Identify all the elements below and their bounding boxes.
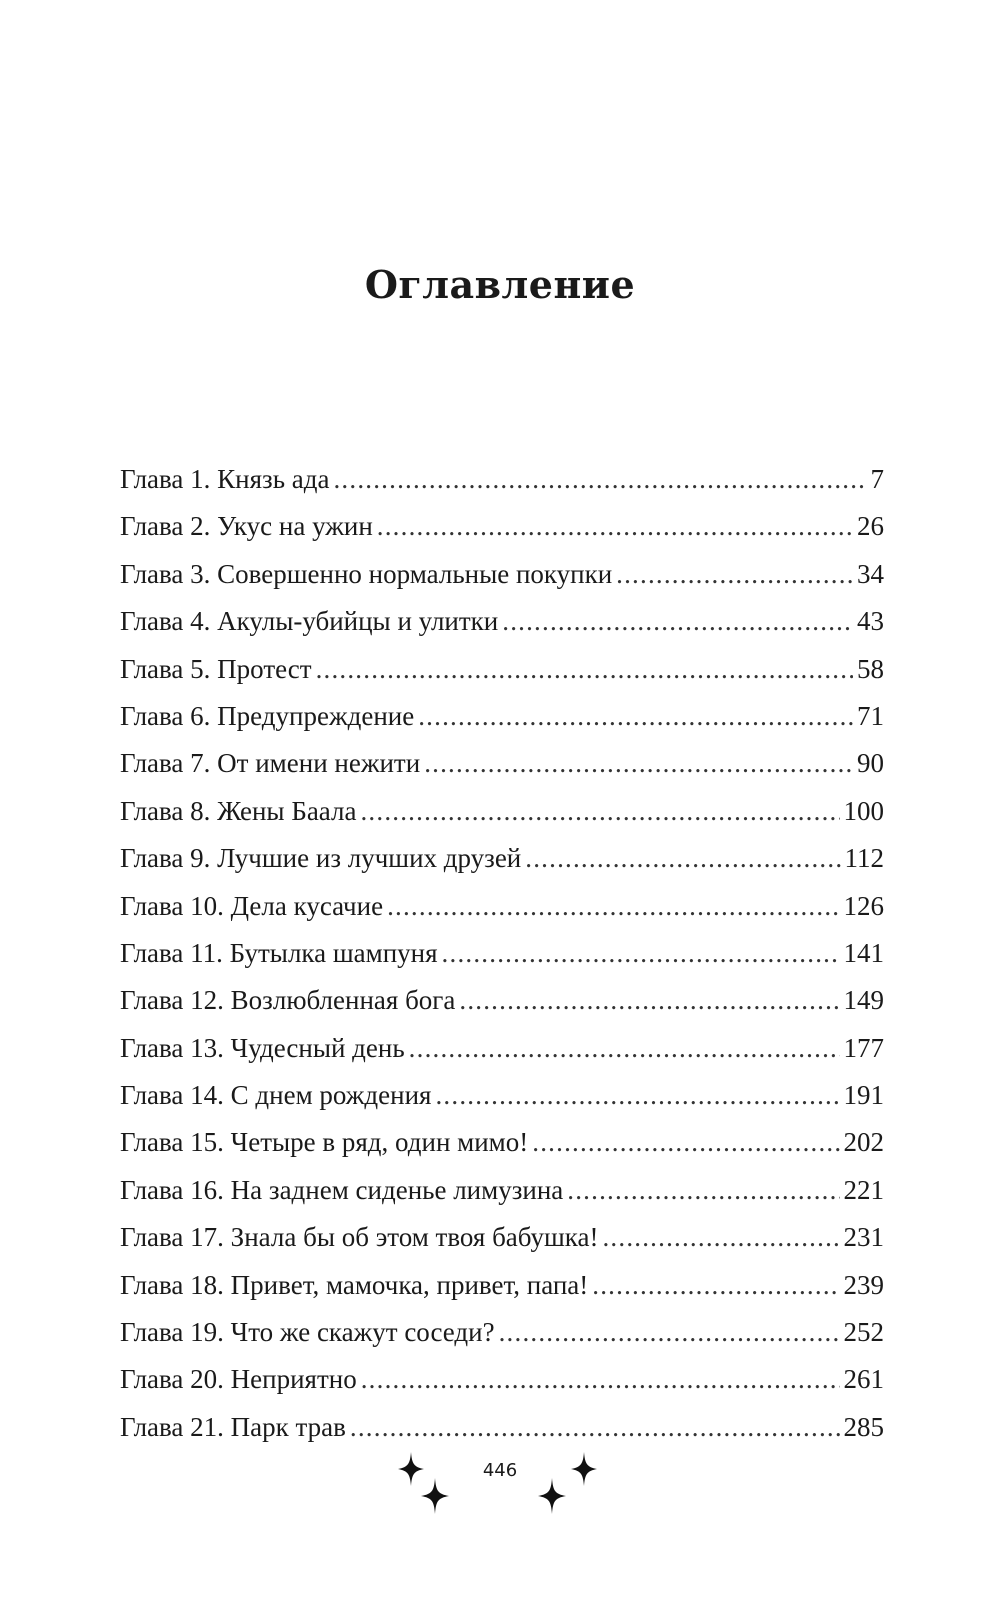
chapter-page-number: 71: [857, 700, 884, 731]
toc-entry-14: [120, 1080, 884, 1127]
toc-entry-13: [120, 1033, 884, 1080]
chapter-heading: [120, 606, 498, 637]
chapter-title: Князь ада: [217, 464, 330, 494]
toc-entry-5: [120, 654, 884, 701]
toc-entry-10: [120, 891, 884, 938]
chapter-heading: [120, 843, 521, 874]
chapter-label: Глава 7.: [120, 748, 211, 779]
chapter-label: Глава 8.: [120, 795, 211, 826]
dot-leader: [435, 1080, 839, 1111]
chapter-label: Глава 16.: [120, 1174, 224, 1205]
chapter-title: Что же скажут соседи?: [230, 1317, 495, 1348]
chapter-heading: [120, 938, 438, 969]
chapter-heading: [120, 1270, 588, 1301]
dot-leader: [387, 891, 839, 922]
chapter-heading: [120, 1033, 405, 1064]
chapter-heading: [120, 654, 312, 685]
dot-leader: [567, 1175, 839, 1206]
chapter-label: Глава 4.: [120, 606, 211, 637]
chapter-page-number: 191: [843, 1080, 884, 1111]
table-of-contents: [120, 464, 884, 1459]
chapter-page-number: 7: [870, 464, 884, 494]
chapter-title: С днем рождения: [230, 1080, 432, 1111]
toc-entry-1: [120, 464, 884, 511]
chapter-title: Лучшие из лучших друзей: [217, 843, 522, 874]
chapter-page-number: 100: [843, 795, 884, 826]
chapter-title: Дела кусачие: [230, 890, 384, 921]
chapter-label: Глава 15.: [120, 1127, 224, 1158]
chapter-title: Возлюбленная бога: [230, 985, 456, 1016]
chapter-heading: [120, 559, 612, 590]
chapter-label: Глава 17.: [120, 1222, 224, 1253]
chapter-title: Жены Баала: [217, 795, 357, 826]
chapter-page-number: 221: [843, 1174, 884, 1205]
chapter-label: Глава 19.: [120, 1317, 224, 1348]
chapter-heading: [120, 1080, 431, 1111]
dot-leader: [592, 1270, 839, 1301]
dot-leader: [424, 748, 853, 779]
chapter-label: Глава 11.: [120, 937, 223, 968]
chapter-title: Четыре в ряд, один мимо!: [230, 1127, 529, 1158]
chapter-title: Бутылка шампуня: [229, 937, 438, 968]
chapter-page-number: 141: [843, 937, 884, 968]
chapter-heading: [120, 1317, 495, 1348]
chapter-page-number: 112: [844, 843, 884, 874]
toc-entry-9: [120, 843, 884, 890]
dot-leader: [502, 606, 853, 637]
chapter-heading: [120, 1127, 528, 1158]
dot-leader: [525, 843, 840, 874]
chapter-title: Предупреждение: [217, 700, 415, 731]
chapter-label: Глава 1.: [120, 464, 211, 494]
chapter-title: Знала бы об этом твоя бабушка!: [230, 1222, 599, 1253]
toc-entry-2: [120, 511, 884, 558]
chapter-page-number: 177: [843, 1032, 884, 1063]
chapter-label: Глава 3.: [120, 558, 211, 589]
toc-entry-18: [120, 1270, 884, 1317]
dot-leader: [532, 1127, 839, 1158]
chapter-label: Глава 6.: [120, 700, 211, 731]
chapter-heading: [120, 985, 455, 1016]
chapter-title: Совершенно нормальные покупки: [217, 558, 613, 589]
chapter-page-number: 43: [857, 606, 884, 637]
chapter-heading: [120, 1412, 346, 1443]
dot-leader: [333, 464, 866, 495]
four-point-star-icon: [421, 1478, 449, 1514]
chapter-page-number: 239: [843, 1269, 884, 1300]
chapter-page-number: 126: [843, 890, 884, 921]
chapter-heading: [120, 701, 414, 732]
chapter-heading: [120, 748, 420, 779]
chapter-title: Привет, мамочка, привет, папа!: [230, 1269, 589, 1300]
toc-entry-6: [120, 701, 884, 748]
chapter-label: Глава 14.: [120, 1080, 224, 1111]
chapter-page-number: 252: [843, 1317, 884, 1348]
dot-leader: [442, 938, 840, 969]
dot-leader: [459, 985, 839, 1016]
chapter-label: Глава 13.: [120, 1032, 224, 1063]
chapter-page-number: 261: [843, 1364, 884, 1395]
toc-entry-8: [120, 796, 884, 843]
dot-leader: [350, 1412, 840, 1443]
chapter-heading: [120, 464, 329, 495]
dot-leader: [360, 796, 839, 827]
chapter-title: Чудесный день: [230, 1032, 405, 1063]
chapter-heading: [120, 1222, 598, 1253]
chapter-page-number: 90: [857, 748, 884, 779]
toc-entry-19: [120, 1317, 884, 1364]
chapter-title: Акулы-убийцы и улитки: [217, 606, 499, 637]
four-point-star-icon: [571, 1452, 597, 1486]
chapter-label: Глава 9.: [120, 843, 211, 874]
chapter-title: Протест: [217, 653, 312, 684]
chapter-page-number: 285: [843, 1411, 884, 1442]
dot-leader: [418, 701, 853, 732]
chapter-title: Укус на ужин: [217, 511, 373, 542]
chapter-title: Парк трав: [230, 1411, 346, 1442]
chapter-label: Глава 12.: [120, 985, 224, 1016]
chapter-title: От имени нежити: [217, 748, 421, 779]
chapter-heading: [120, 891, 383, 922]
chapter-page-number: 58: [857, 653, 884, 684]
toc-entry-12: [120, 985, 884, 1032]
toc-entry-15: [120, 1127, 884, 1174]
dot-leader: [409, 1033, 840, 1064]
chapter-page-number: 202: [843, 1127, 884, 1158]
toc-entry-21: [120, 1412, 884, 1459]
chapter-page-number: 149: [843, 985, 884, 1016]
chapter-label: Глава 10.: [120, 890, 224, 921]
toc-entry-11: [120, 938, 884, 985]
chapter-label: Глава 18.: [120, 1269, 224, 1300]
toc-entry-17: [120, 1222, 884, 1269]
four-point-star-icon: [538, 1478, 566, 1514]
chapter-page-number: 34: [857, 558, 884, 589]
chapter-heading: [120, 796, 356, 827]
toc-entry-3: [120, 559, 884, 606]
toc-entry-7: [120, 748, 884, 795]
page-title: Оглавление: [364, 262, 636, 307]
chapter-page-number: 26: [857, 511, 884, 542]
chapter-heading: [120, 1175, 563, 1206]
toc-entry-16: [120, 1175, 884, 1222]
chapter-label: Глава 2.: [120, 511, 211, 542]
chapter-label: Глава 20.: [120, 1364, 224, 1395]
chapter-page-number: 231: [843, 1222, 884, 1253]
chapter-label: Глава 21.: [120, 1411, 224, 1442]
dot-leader: [316, 654, 853, 685]
chapter-label: Глава 5.: [120, 653, 211, 684]
dot-leader: [377, 511, 853, 542]
page-number: 446: [482, 1460, 518, 1481]
dot-leader: [602, 1222, 839, 1253]
toc-entry-4: [120, 606, 884, 653]
chapter-heading: [120, 511, 373, 542]
toc-entry-20: [120, 1364, 884, 1411]
chapter-heading: [120, 1364, 357, 1395]
dot-leader: [616, 559, 853, 590]
dot-leader: [361, 1364, 840, 1395]
chapter-title: На заднем сиденье лимузина: [230, 1174, 564, 1205]
dot-leader: [499, 1317, 840, 1348]
chapter-title: Неприятно: [230, 1364, 357, 1395]
